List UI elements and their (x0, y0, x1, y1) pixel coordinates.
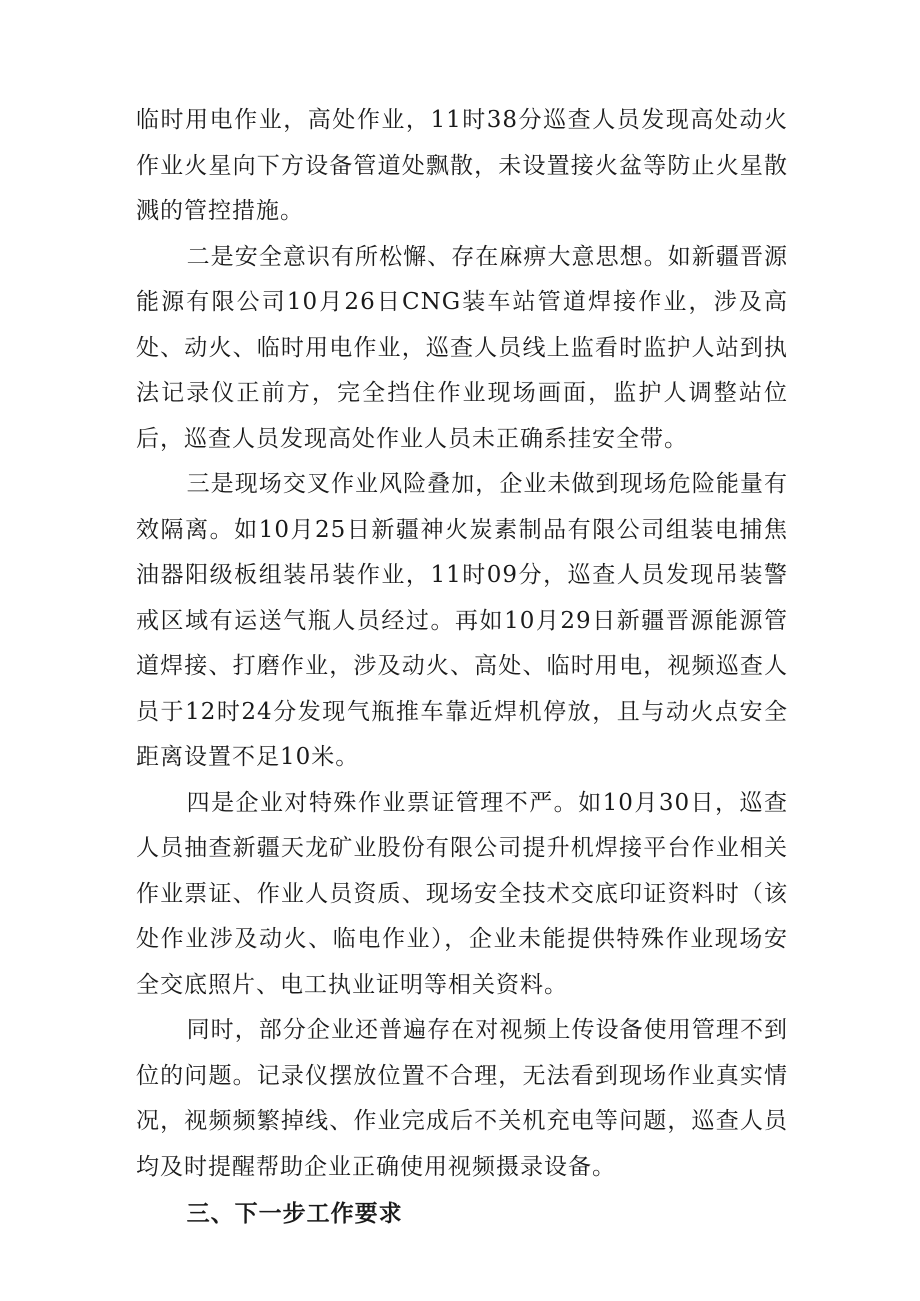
section-heading: 三、下一步工作要求 (186, 1201, 403, 1227)
paragraph-point-two: 二是安全意识有所松懈、存在麻痹大意思想。如新疆晋源能源有限公司10月26日CNG装车站管道焊接作业，涉及高处、动火、临时用电作业，巡查人员线上监看时监护人站到执法记录仪正前方，完全挡住作业现场画面，监护人调整站位后，巡查人员发现高处作业人员未正确系挂安全带。 (136, 243, 788, 452)
paragraph-video-equipment: 同时，部分企业还普遍存在对视频上传设备使用管理不到位的问题。记录仪摆放位置不合理，无法看到现场作业真实情况，视频频繁掉线、作业完成后不关机充电等问题，巡查人员均及时提醒帮助企业正确使用视频摄录设备。 (136, 1017, 788, 1180)
paragraph-continuation: 临时用电作业，高处作业，11时38分巡查人员发现高处动火作业火星向下方设备管道处飘散，未设置接火盆等防止火星散溅的管控措施。 (136, 107, 788, 224)
paragraph-point-three: 三是现场交叉作业风险叠加，企业未做到现场危险能量有效隔离。如10月25日新疆神火炭素制品有限公司组装电捕焦油器阳级板组装吊装作业，11时09分，巡查人员发现吊装警戒区域有运送气瓶人员经过。再如10月29日新疆晋源能源管道焊接、打磨作业，涉及动火、高处、临时用电，视频巡查人员于12时24分发现气瓶推车靠近焊机停放，且与动火点安全距离设置不足10米。 (136, 471, 788, 770)
document-body (136, 98, 788, 1238)
paragraph-point-four: 四是企业对特殊作业票证管理不严。如10月30日，巡查人员抽查新疆天龙矿业股份有限公司提升机焊接平台作业相关作业票证、作业人员资质、现场安全技术交底印证资料时（该处作业涉及动火、临电作业），企业未能提供特殊作业现场安全交底照片、电工执业证明等相关资料。 (136, 789, 788, 998)
